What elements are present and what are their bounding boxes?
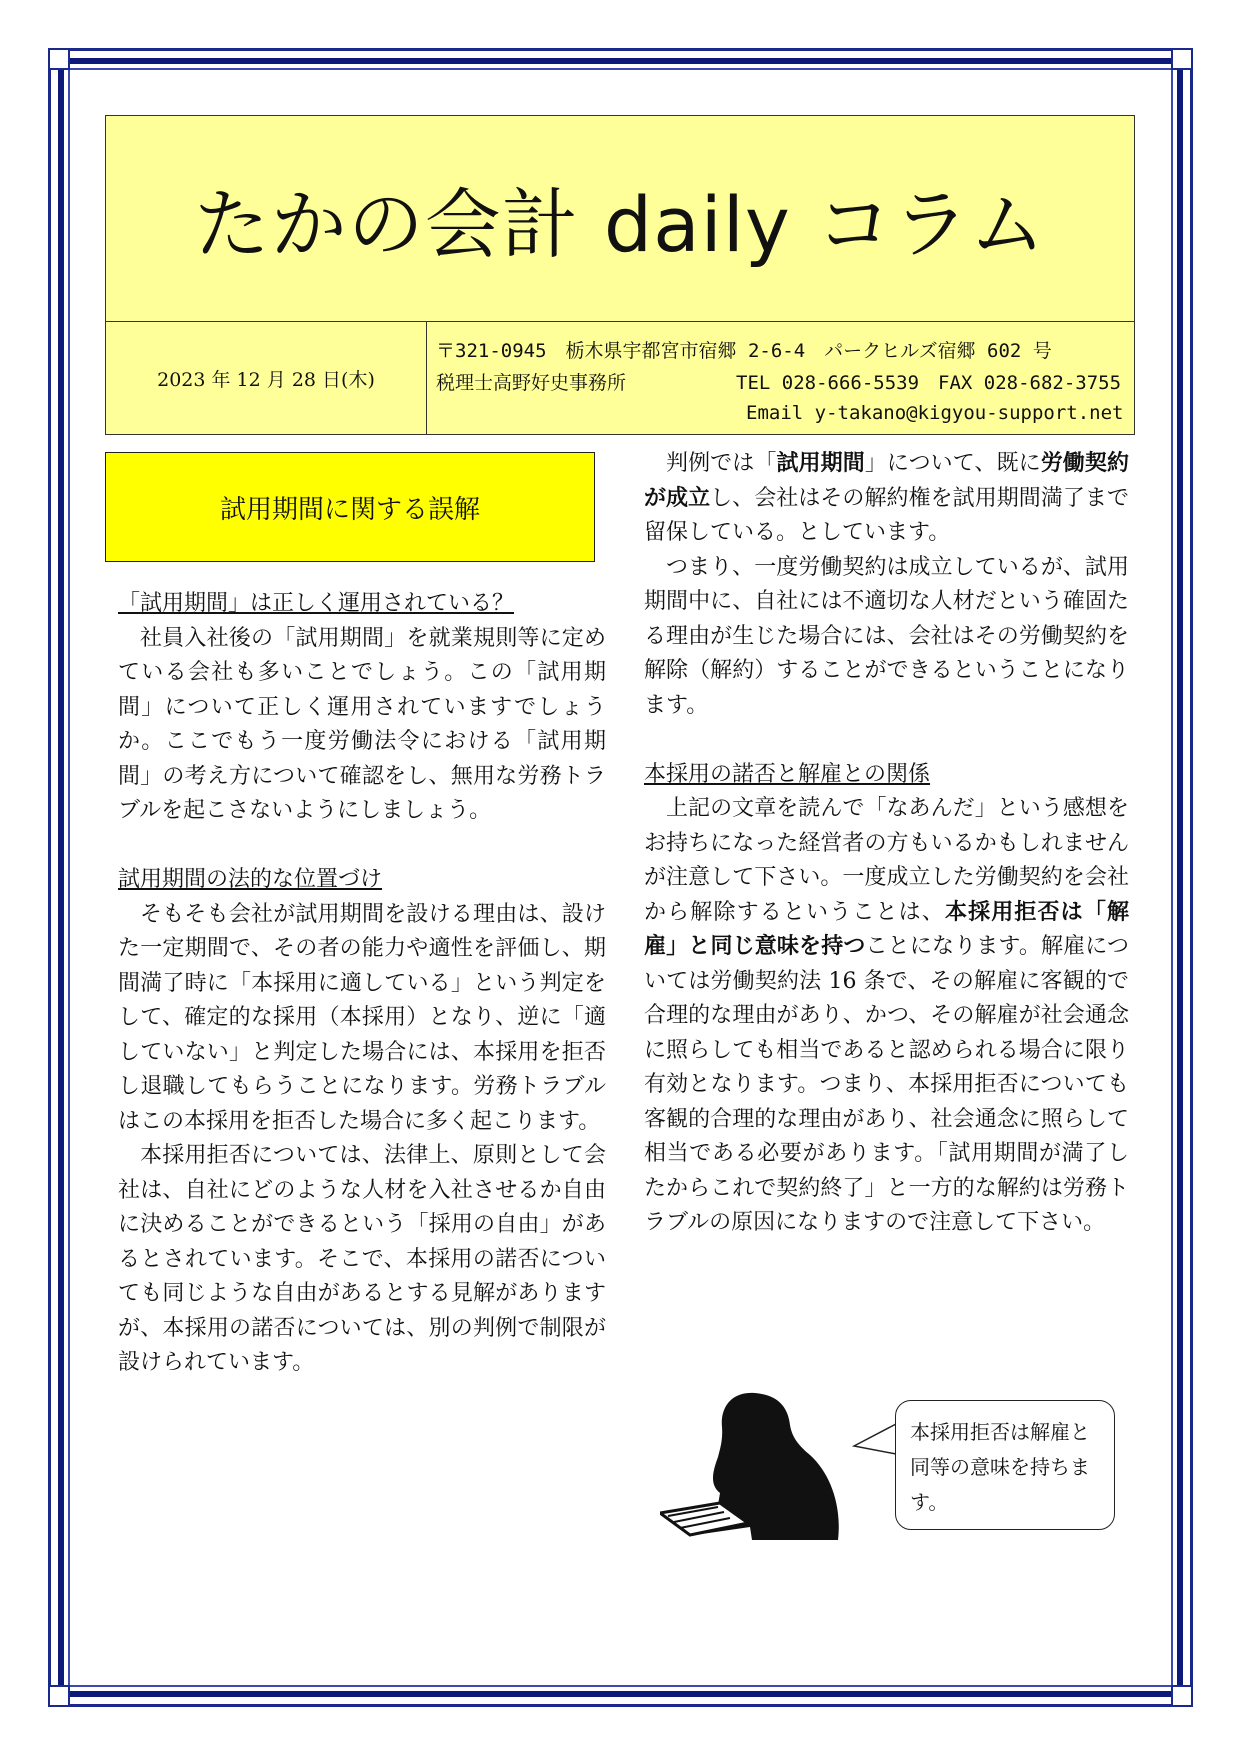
paragraph: そもそも会社が試用期間を設ける理由は、設けた一定期間で、その者の能力や適性を評価し、期間満了時に「本採用に適している」という判定をして、確定的な採用（本採用）となり、逆に「適していない」と判定した場合には、本採用を拒否し退職してもらうことになります。労務トラブルはこの本採用を拒否した場合に多く起こります。 bbox=[118, 901, 606, 1134]
paragraph: 上記の文章を読んで「なあんだ」という感想をお持ちになった経営者の方もいるかもしれませんが注意して下さい。一度成立した労働契約を会社から解除するということは、本採用拒否は「解雇」と同じ意味を持つことになります。解雇については労働契約法 16 条で、その解雇に客観的で合理的な理由があり、かつ、その解雇が社会通念に照らしても相当であると認められる場合に限り有効となります。つまり、本採用拒否についても客観的合理的な理由があり、社会通念に照らして相当である必要があります。「試用期間が満了したからこれで契約終了」と一方的な解約は労務トラブルの原因になりますので注意して下さい。 bbox=[644, 796, 1129, 1235]
border-corner bbox=[1171, 1685, 1193, 1707]
office-address: 〒321-0945 栃木県宇都宮市宿郷 2-6-4 パークヒルズ宿郷 602 号 bbox=[436, 340, 1052, 362]
office-phone: TEL 028-666-5539 FAX 028-682-3755 bbox=[736, 372, 1122, 394]
paragraph: 判例では「試用期間」について、既に労働契約が成立し、会社はその解約権を試用期間満了まで留保している。としています。 bbox=[644, 451, 1129, 545]
border-corner bbox=[1171, 48, 1193, 70]
section-heading: 「試用期間」は正しく運用されている？ bbox=[118, 591, 515, 616]
border-corner bbox=[48, 48, 70, 70]
paragraph: 社員入社後の「試用期間」を就業規則等に定めている会社も多いことでしょう。この「試用期間」について正しく運用されていますでしょうか。ここでもう一度労働法令における「試用期間」の考え方について確認をし、無用な労務トラブルを起こさないようにしましょう。 bbox=[118, 625, 606, 823]
speech-bubble: 本採用拒否は解雇と同等の意味を持ちます。 bbox=[895, 1400, 1115, 1530]
border-corner bbox=[48, 1685, 70, 1707]
masthead-info bbox=[106, 321, 1134, 435]
office-name: 税理士高野好史事務所 bbox=[436, 372, 627, 394]
masthead-title: たかの会計 daily コラム bbox=[193, 180, 1047, 269]
issue-date: 2023 年 12 月 28 日(木) bbox=[106, 322, 427, 435]
paragraph: 本採用拒否については、法律上、原則として会社は、自社にどのような人材を入社させるか自由に決めることができるという「採用の自由」があるとされています。そこで、本採用の諾否についても同じような自由があるとする見解がありますが、本採用の諾否については、別の判例で制限が設けられています。 bbox=[118, 1143, 606, 1375]
masthead bbox=[105, 115, 1135, 435]
left-column bbox=[118, 587, 606, 1381]
paragraph: つまり、一度労働契約は成立しているが、試用期間中に、自社には不適切な人材だという確固たる理由が生じた場合には、会社はその労働契約を解除（解約）することができるということになります。 bbox=[644, 554, 1129, 718]
right-column bbox=[644, 447, 1129, 1241]
section-heading: 試用期間の法的な位置づけ bbox=[118, 867, 383, 892]
reading-person-icon bbox=[660, 1385, 850, 1545]
office-email: Email y-takano@kigyou-support.net bbox=[746, 402, 1124, 424]
section-heading: 本採用の諾否と解雇との関係 bbox=[644, 761, 931, 787]
topic-title: 試用期間に関する誤解 bbox=[105, 452, 595, 562]
